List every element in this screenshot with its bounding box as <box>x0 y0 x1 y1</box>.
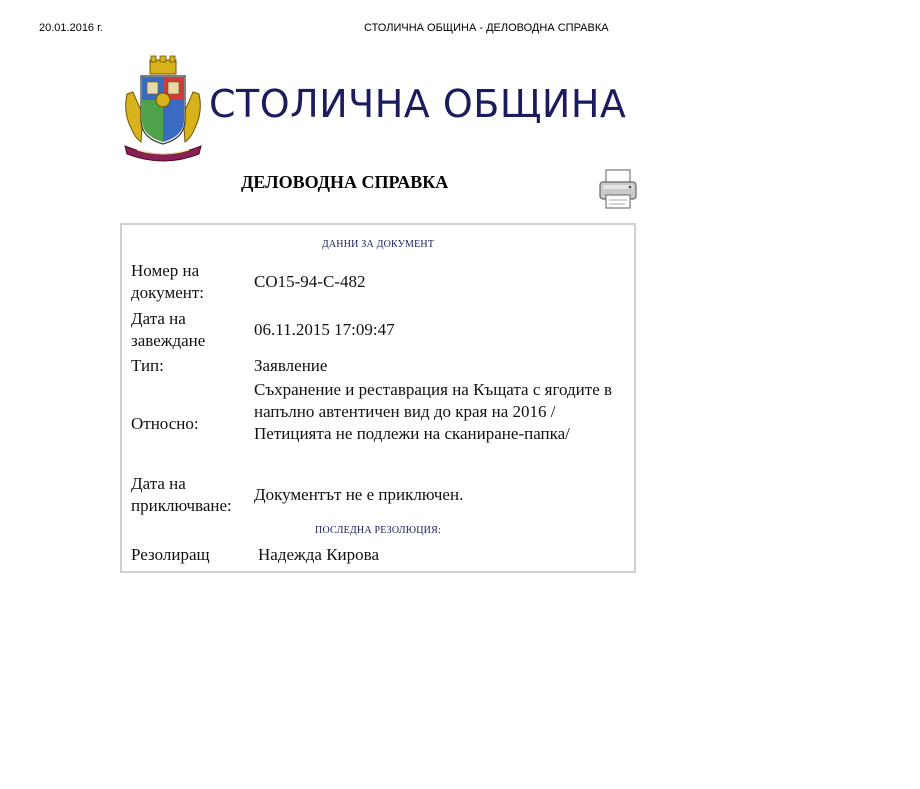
org-name: СТОЛИЧНА ОБЩИНА <box>209 82 627 126</box>
registration-date-value: 06.11.2015 17:09:47 <box>254 320 395 339</box>
page-title: ДЕЛОВОДНА СПРАВКА <box>241 172 449 192</box>
document-number-value: СО15-94-С-482 <box>254 272 366 291</box>
subject-value: Съхранение и реставрация на Къщата с ягодите в напълно автентичен вид до края на 2016 /Петицията не подлежи на сканиране-папка/ <box>254 380 613 443</box>
printer-icon[interactable] <box>597 168 639 212</box>
resolution-section-title: ПОСЛЕДНА РЕЗОЛЮЦИЯ: <box>315 525 441 536</box>
sofia-coat-of-arms-icon <box>121 54 205 166</box>
print-date: 20.01.2016 г. <box>39 22 103 34</box>
document-type-label: Тип: <box>131 356 164 375</box>
document-section-title: ДАННИ ЗА ДОКУМЕНТ <box>321 239 435 250</box>
closing-date-label: Дата на приключване: <box>131 474 232 515</box>
document-type-value: Заявление <box>254 356 328 375</box>
resolver-value: Надежда Кирова <box>258 545 379 564</box>
print-header <box>0 20 920 40</box>
resolver-label: Резолиращ <box>131 545 210 564</box>
document-number-label: Номер на документ: <box>131 261 204 302</box>
print-title: СТОЛИЧНА ОБЩИНА - ДЕЛОВОДНА СПРАВКА <box>364 22 609 34</box>
registration-date-label: Дата на завеждане <box>131 309 206 350</box>
subject-label: Относно: <box>131 414 199 433</box>
closing-date-value: Документът не е приключен. <box>254 485 464 504</box>
document-card <box>120 223 636 573</box>
